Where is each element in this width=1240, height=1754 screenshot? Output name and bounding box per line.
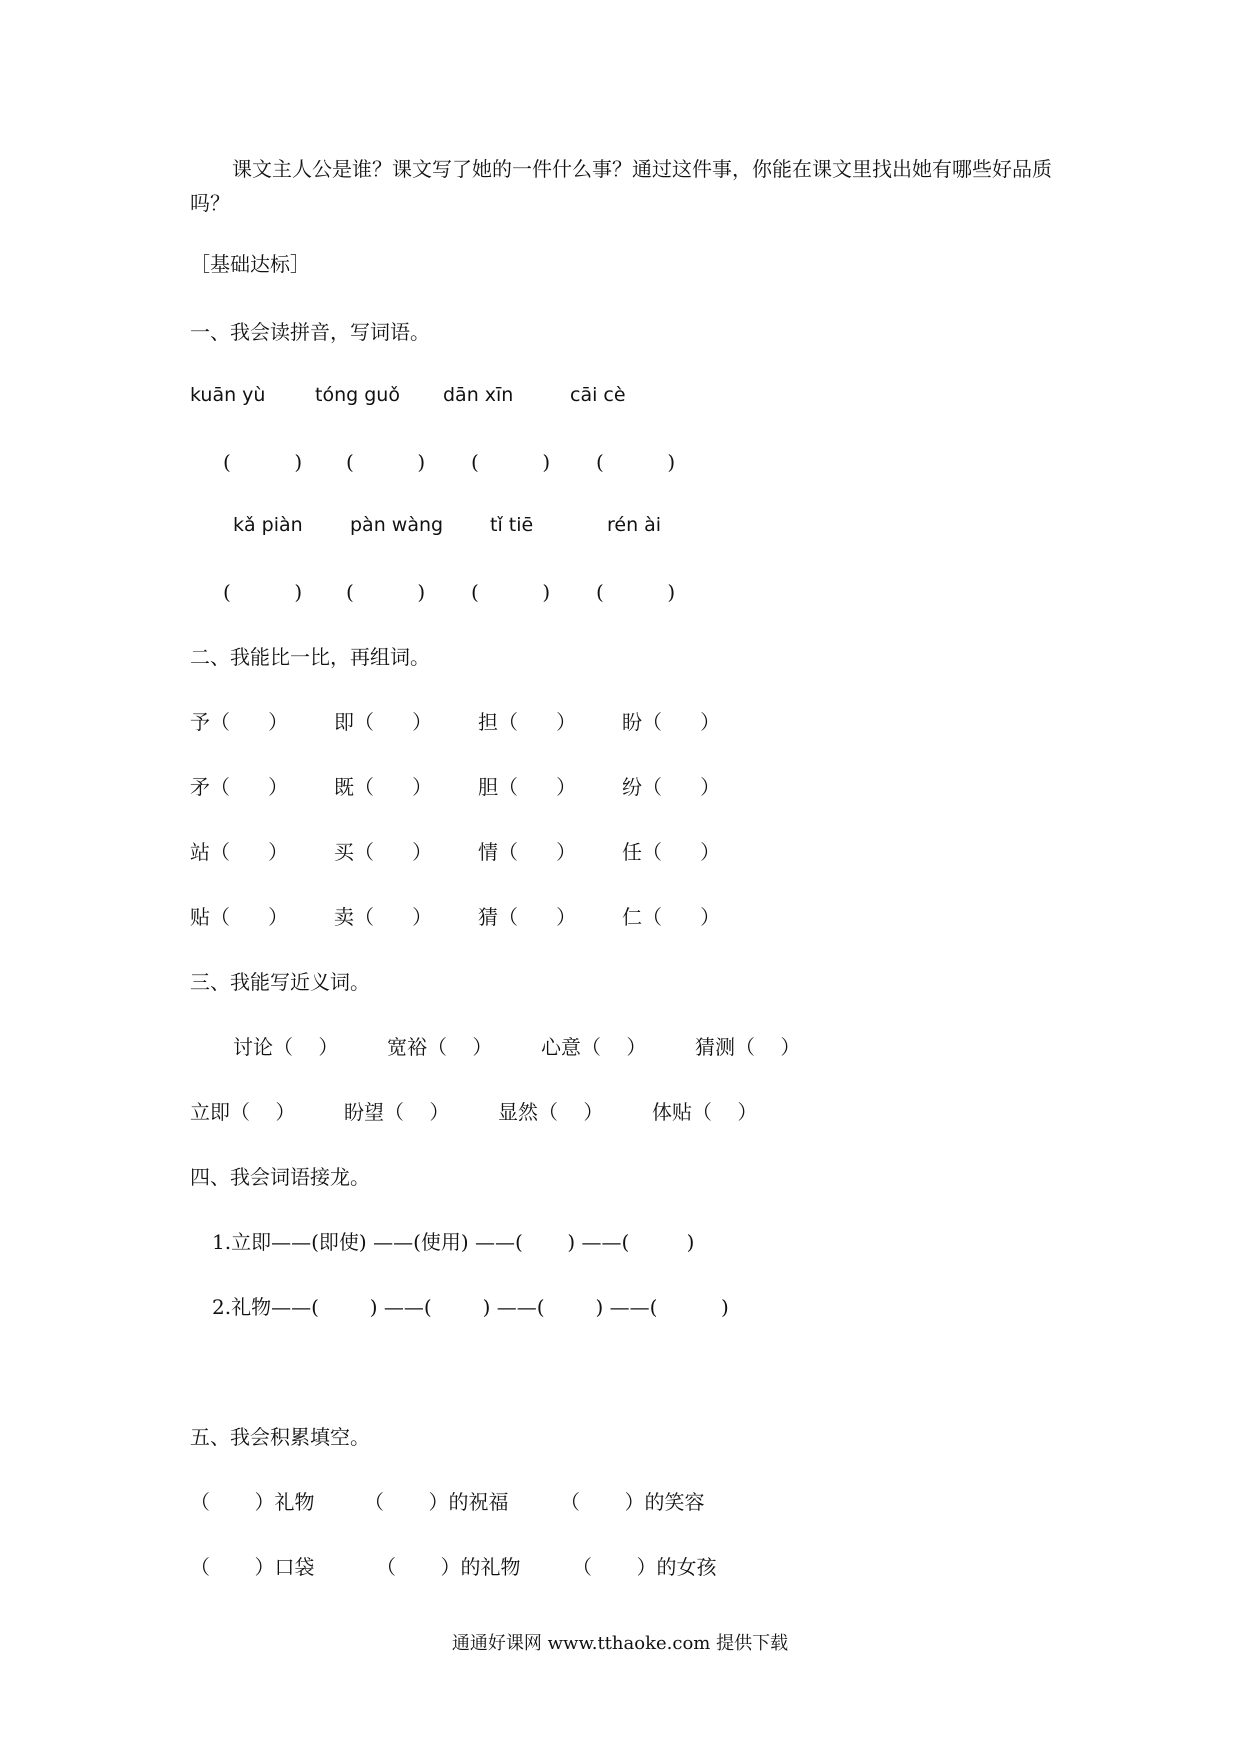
q3-title: 三、我能写近义词。 — [190, 970, 370, 994]
character: 站 — [190, 840, 210, 864]
section-tag: ［基础达标］ — [190, 252, 310, 276]
q2-row: 站（ ） 买（ ） 情（ ） 任（ ） — [190, 840, 721, 864]
character: 仁 — [622, 905, 642, 929]
word: 体贴 — [652, 1100, 692, 1124]
word: 讨论 — [233, 1035, 273, 1059]
q2-title: 二、我能比一比，再组词。 — [190, 645, 430, 669]
q2-row: 矛（ ） 既（ ） 胆（ ） 纷（ ） — [190, 775, 721, 799]
character: 猜 — [478, 905, 498, 929]
pinyin-6: pàn wàng — [350, 514, 444, 536]
answer-paren-row: ( ) ( ) ( ) ( ) — [223, 450, 676, 474]
character: 胆 — [478, 775, 498, 799]
q5-row: （ ）礼物 （ ）的祝福 （ ）的笑容 — [190, 1490, 705, 1514]
character: 买 — [334, 840, 354, 864]
blank-phrase: ）的礼物 — [440, 1555, 521, 1579]
intro-paragraph: 课文主人公是谁？课文写了她的一件什么事？通过这件事，你能在课文里找出她有哪些好品质吗？ — [190, 157, 1052, 215]
q3-row: 讨论（ ） 宽裕（ ） 心意（ ） 猜测（ ） — [233, 1035, 801, 1059]
character: 即 — [334, 710, 354, 734]
character: 纷 — [622, 775, 642, 799]
blank-phrase: ）的祝福 — [428, 1490, 509, 1514]
q2-row: 予（ ） 即（ ） 担（ ） 盼（ ） — [190, 710, 721, 734]
word: 盼望 — [344, 1100, 384, 1124]
pinyin-7: tǐ tiē — [490, 514, 534, 536]
q5-row: （ ）口袋 （ ）的礼物 （ ）的女孩 — [190, 1555, 717, 1579]
character: 矛 — [190, 775, 210, 799]
character: 贴 — [190, 905, 210, 929]
blank-phrase: ）的女孩 — [636, 1555, 717, 1579]
blank-phrase: ）的笑容 — [624, 1490, 705, 1514]
page-footer: 通通好课网 www.tthaoke.com 提供下载 — [451, 1633, 789, 1654]
answer-paren-row: ( ) ( ) ( ) ( ) — [223, 580, 676, 604]
blank-phrase: ）礼物 — [254, 1490, 315, 1514]
chain-line-2: 2.礼物——( ) ——( ) ——( ) ——( ) — [212, 1295, 729, 1319]
q1-title: 一、我会读拼音，写词语。 — [190, 320, 430, 344]
word: 猜测 — [695, 1035, 735, 1059]
word: 立即 — [190, 1100, 230, 1124]
q5-title: 五、我会积累填空。 — [190, 1425, 370, 1449]
word: 显然 — [498, 1100, 538, 1124]
character: 情 — [478, 840, 498, 864]
pinyin-5: kǎ piàn — [233, 514, 303, 536]
character: 卖 — [334, 905, 354, 929]
pinyin-4: cāi cè — [570, 384, 626, 406]
q2-row: 贴（ ） 卖（ ） 猜（ ） 仁（ ） — [190, 905, 721, 929]
character: 既 — [334, 775, 354, 799]
word: 心意 — [541, 1035, 581, 1059]
character: 盼 — [622, 710, 642, 734]
character: 任 — [622, 840, 642, 864]
q3-row: 立即（ ） 盼望（ ） 显然（ ） 体贴（ ） — [190, 1100, 758, 1124]
character: 担 — [478, 710, 498, 734]
word: 宽裕 — [387, 1035, 427, 1059]
pinyin-2: tóng guǒ — [315, 384, 400, 406]
chain-line-1: 1.立即——(即使) ——(使用) ——( ) ——( ) — [212, 1230, 695, 1254]
pinyin-3: dān xīn — [443, 384, 514, 406]
pinyin-1: kuān yù — [190, 384, 266, 406]
blank-phrase: ）口袋 — [254, 1555, 315, 1579]
pinyin-8: rén ài — [607, 514, 662, 536]
character: 予 — [190, 710, 210, 734]
q4-title: 四、我会词语接龙。 — [190, 1165, 370, 1189]
